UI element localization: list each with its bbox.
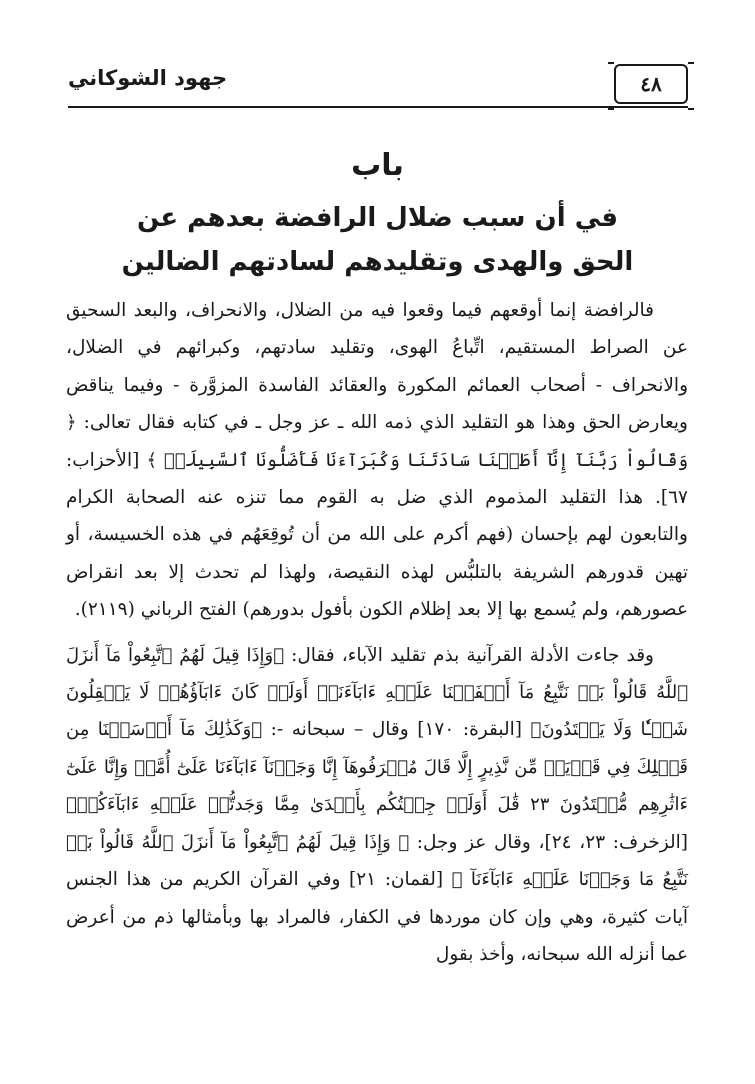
paragraph-2-text-c: [الزخرف: ٢٣، ٢٤]، وقال عز وجل: — [409, 831, 688, 853]
paragraph-2-text-a: وقد جاءت الأدلة القرآنية بذم تقليد الآباء، فقال: — [284, 644, 654, 666]
chapter-label: باب — [351, 148, 404, 183]
paragraph-1-text-b: [الأحزاب: ٦٧]. هذا التقليد المذموم الذي ضل به القوم مما تنزه عنه الصحابة الكرام والتابعون لهم بإحسان (فهم أكرم على الله من أن تُوقِعَهُم في هذه الخسيسة، أو تهين قدورهم الشريفة بالتلبُّس لهذه النقيصة، ولهذا لم تحدث إلا بعد انقراض عصورهم، ولم يُسمع بها إلا بعد إظلام الكون بأفول بدورهم) الفتح الرباني (٢١١٩). — [66, 449, 688, 621]
chapter-title — [60, 196, 695, 284]
quran-verse-ahzab: ﴿ وَقَالُواْ رَبَّنَآ إِنَّآ أَطَعۡنَا سَادَتَنَا وَكُبَرَآءَنَا فَأَضَلُّونَا ٱلسَّبِيلَا۠ ﴾ — [66, 412, 688, 471]
body-text — [66, 292, 688, 973]
paragraph-1 — [66, 292, 688, 629]
page-number: ٤٨ — [614, 64, 688, 104]
quran-verse-zukhruf: ﴿وَكَذَٰلِكَ مَآ أَرۡسَلۡنَا مِن قَبۡلِكَ فِي قَرۡيَةٖ مِّن نَّذِيرٍ إِلَّا قَالَ مُتۡرَفُوهَآ إِنَّا وَجَدۡنَآ ءَابَآءَنَا عَلَىٰٓ أُمَّةٖ وَإِنَّا عَلَىٰٓ ءَاثَٰرِهِم مُّقۡتَدُونَ ٢٣ قَٰلَ أَوَلَوۡ جِئۡتُكُم بِأَهۡدَىٰ مِمَّا وَجَدتُّمۡ عَلَيۡهِ ءَابَآءَكُمۡ﴾ — [66, 719, 688, 816]
chapter-title-line-1: في أن سبب ضلال الرافضة بعدهم عن — [136, 203, 619, 233]
quran-verse-luqman: ﴿ وَإِذَا قِيلَ لَهُمُ ٱتَّبِعُواْ مَآ أَنزَلَ ٱللَّهُ قَالُواْ بَلۡ نَتَّبِعُ مَا وَجَدۡنَا عَلَيۡهِ ءَابَآءَنَآ ﴾ — [66, 831, 689, 891]
running-header — [68, 62, 688, 106]
paragraph-1-text-a: فالرافضة إنما أوقعهم فيما وقعوا فيه من الضلال، والانحراف، والبعد السحيق عن الصراط المستقيم، اتِّباعُ الهوى، وتقليد سادتهم، وكبرائهم في الضلال، والانحراف - أصحاب العمائم المكورة والعقائد الفاسدة المزوَّرة - وفيما يناقض ويعارض الحق وهذا هو التقليد الذي ذمه الله ـ عز وجل ـ في كتابه فقال تعالى: — [66, 300, 688, 434]
quran-verse-baqarah: ﴿وَإِذَا قِيلَ لَهُمُ ٱتَّبِعُواْ مَآ أَنزَلَ ٱللَّهُ قَالُواْ بَلۡ نَتَّبِعُ مَآ أَلۡفَيۡنَا عَلَيۡهِ ءَابَآءَنَآۚ أَوَلَوۡ كَانَ ءَابَآؤُهُمۡ لَا يَعۡقِلُونَ شَيۡـٔٗا وَلَا يَهۡتَدُونَ﴾ — [66, 644, 688, 741]
paragraph-2-text-b: [البقرة: ١٧٠] وقال – سبحانه -: — [262, 719, 531, 741]
paragraph-2 — [66, 637, 688, 974]
book-title: جهود الشوكاني — [68, 66, 228, 90]
chapter-title-line-2: الحق والهدى وتقليدهم لسادتهم الضالين — [121, 247, 634, 277]
header-rule — [68, 106, 688, 108]
paragraph-2-text-d: [لقمان: ٢١] وفي القرآن الكريم من هذا الجنس آيات كثيرة، وهي وإن كان موردها في الكفار، فالمراد بها وبأمثالها ذم من أعرض عما أنزله الله سبحانه، وأخذ بقول — [66, 869, 688, 965]
